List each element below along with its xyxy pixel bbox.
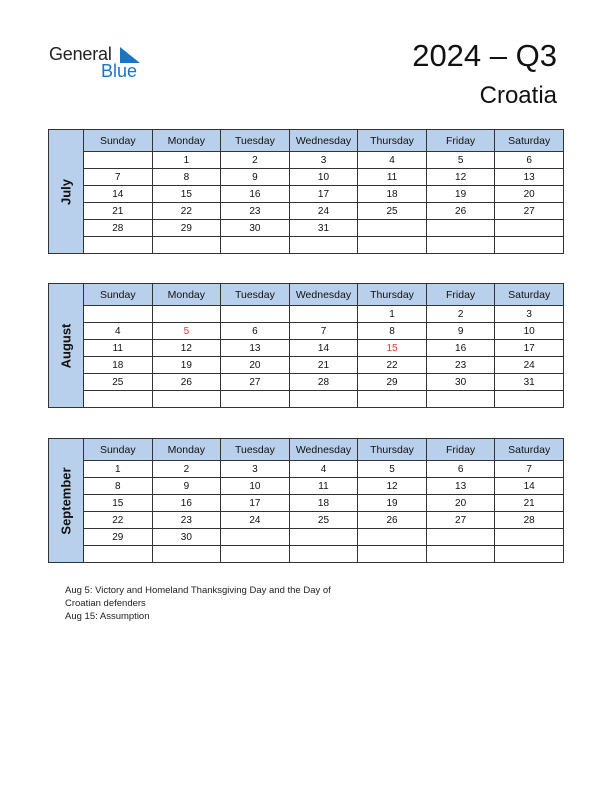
day-cell: 24 [221, 512, 290, 529]
day-cell: 26 [426, 203, 495, 220]
day-cell: 19 [152, 357, 221, 374]
day-cell: 3 [221, 461, 290, 478]
day-cell [495, 220, 564, 237]
day-cell: 25 [358, 203, 427, 220]
holiday-note: Aug 15: Assumption [65, 611, 150, 622]
day-cell: 9 [221, 169, 290, 186]
day-cell: 28 [84, 220, 153, 237]
day-cell: 12 [152, 340, 221, 357]
month-table [48, 283, 564, 408]
month-table [48, 438, 564, 563]
week-row [49, 512, 564, 529]
day-cell [84, 391, 153, 408]
weekday-header: Wednesday [289, 439, 358, 461]
weekday-header: Thursday [358, 284, 427, 306]
weekday-header-row [49, 130, 564, 152]
day-cell [358, 546, 427, 563]
day-cell [152, 237, 221, 254]
day-cell [495, 529, 564, 546]
weekday-header-row [49, 439, 564, 461]
month-table [48, 129, 564, 254]
day-cell: 7 [84, 169, 153, 186]
day-cell: 28 [495, 512, 564, 529]
day-cell: 8 [358, 323, 427, 340]
day-cell: 8 [84, 478, 153, 495]
day-cell [289, 391, 358, 408]
day-cell: 18 [358, 186, 427, 203]
day-cell [84, 237, 153, 254]
day-cell: 25 [84, 374, 153, 391]
weekday-header-row [49, 284, 564, 306]
day-cell: 13 [495, 169, 564, 186]
weekday-header: Wednesday [289, 130, 358, 152]
day-cell [495, 391, 564, 408]
weekday-header: Thursday [358, 130, 427, 152]
day-cell: 23 [152, 512, 221, 529]
weekday-header: Friday [426, 130, 495, 152]
day-cell [152, 306, 221, 323]
day-cell: 23 [426, 357, 495, 374]
day-cell: 30 [426, 374, 495, 391]
day-cell: 7 [495, 461, 564, 478]
month-name: August [58, 323, 74, 368]
weekday-header: Friday [426, 439, 495, 461]
week-row [49, 546, 564, 563]
weekday-header: Saturday [495, 130, 564, 152]
day-cell: 4 [84, 323, 153, 340]
day-cell: 2 [221, 152, 290, 169]
day-cell [152, 546, 221, 563]
day-cell: 22 [358, 357, 427, 374]
holiday-notes [65, 584, 365, 623]
day-cell: 14 [289, 340, 358, 357]
week-row [49, 323, 564, 340]
day-cell: 30 [221, 220, 290, 237]
day-cell [289, 529, 358, 546]
day-cell: 31 [289, 220, 358, 237]
day-cell: 4 [289, 461, 358, 478]
logo [49, 44, 149, 84]
day-cell [358, 220, 427, 237]
logo-general-text: General [49, 44, 112, 64]
day-cell: 4 [358, 152, 427, 169]
day-cell: 15 [84, 495, 153, 512]
day-cell [84, 152, 153, 169]
day-cell: 3 [289, 152, 358, 169]
day-cell: 19 [426, 186, 495, 203]
day-cell [289, 306, 358, 323]
day-cell [426, 220, 495, 237]
day-cell [84, 306, 153, 323]
day-cell [358, 237, 427, 254]
day-cell: 11 [358, 169, 427, 186]
day-cell [152, 391, 221, 408]
day-cell [358, 391, 427, 408]
weekday-header: Wednesday [289, 284, 358, 306]
week-row [49, 357, 564, 374]
day-cell: 16 [152, 495, 221, 512]
day-cell: 18 [289, 495, 358, 512]
week-row [49, 391, 564, 408]
day-cell: 1 [84, 461, 153, 478]
day-cell: 3 [495, 306, 564, 323]
day-cell: 9 [152, 478, 221, 495]
month-label-cell [49, 130, 84, 254]
day-cell: 15 [152, 186, 221, 203]
month-calendar-august [48, 283, 564, 408]
week-row [49, 374, 564, 391]
day-cell: 2 [152, 461, 221, 478]
day-cell [289, 546, 358, 563]
day-cell [221, 529, 290, 546]
month-calendar-september [48, 438, 564, 563]
holiday-note: Aug 5: Victory and Homeland Thanksgiving Day and the Day of Croatian defenders [65, 585, 331, 609]
day-cell: 29 [84, 529, 153, 546]
day-cell: 21 [289, 357, 358, 374]
day-cell: 10 [221, 478, 290, 495]
week-row [49, 461, 564, 478]
day-cell: 6 [221, 323, 290, 340]
day-cell: 12 [358, 478, 427, 495]
day-cell [358, 529, 427, 546]
day-cell: 6 [426, 461, 495, 478]
week-row [49, 186, 564, 203]
day-cell: 22 [152, 203, 221, 220]
day-cell: 30 [152, 529, 221, 546]
day-cell: 1 [152, 152, 221, 169]
day-cell: 14 [495, 478, 564, 495]
weekday-header: Tuesday [221, 284, 290, 306]
day-cell: 8 [152, 169, 221, 186]
day-cell: 2 [426, 306, 495, 323]
day-cell: 18 [84, 357, 153, 374]
day-cell: 13 [426, 478, 495, 495]
day-cell: 11 [289, 478, 358, 495]
day-cell: 31 [495, 374, 564, 391]
day-cell: 27 [221, 374, 290, 391]
week-row [49, 220, 564, 237]
day-cell [221, 391, 290, 408]
day-cell [289, 237, 358, 254]
day-cell: 20 [495, 186, 564, 203]
day-cell: 28 [289, 374, 358, 391]
day-cell [495, 237, 564, 254]
country-name: Croatia [479, 82, 557, 109]
day-cell: 29 [152, 220, 221, 237]
logo-blue-text: Blue [101, 61, 138, 81]
day-cell: 20 [221, 357, 290, 374]
day-cell: 23 [221, 203, 290, 220]
day-cell: 27 [426, 512, 495, 529]
weekday-header: Tuesday [221, 130, 290, 152]
week-row [49, 169, 564, 186]
day-cell: 5 [426, 152, 495, 169]
page-title: 2024 – Q3 [412, 38, 557, 73]
day-cell: 14 [84, 186, 153, 203]
day-cell: 1 [358, 306, 427, 323]
weekday-header: Monday [152, 284, 221, 306]
month-name: September [58, 466, 74, 535]
weekday-header: Monday [152, 439, 221, 461]
day-cell: 16 [426, 340, 495, 357]
weekday-header: Sunday [84, 439, 153, 461]
week-row [49, 478, 564, 495]
day-cell [221, 237, 290, 254]
day-cell [426, 546, 495, 563]
day-cell: 6 [495, 152, 564, 169]
day-cell: 7 [289, 323, 358, 340]
day-cell: 10 [495, 323, 564, 340]
month-name: July [58, 178, 74, 205]
day-cell: 10 [289, 169, 358, 186]
weekday-header: Saturday [495, 284, 564, 306]
day-cell [221, 546, 290, 563]
weekday-header: Friday [426, 284, 495, 306]
day-cell: 9 [426, 323, 495, 340]
day-cell: 22 [84, 512, 153, 529]
day-cell: 15 [358, 340, 427, 357]
day-cell: 26 [152, 374, 221, 391]
week-row [49, 495, 564, 512]
day-cell [426, 529, 495, 546]
weekday-header: Monday [152, 130, 221, 152]
day-cell: 12 [426, 169, 495, 186]
day-cell: 29 [358, 374, 427, 391]
week-row [49, 152, 564, 169]
weekday-header: Sunday [84, 284, 153, 306]
month-label-cell [49, 284, 84, 408]
weekday-header: Saturday [495, 439, 564, 461]
day-cell: 17 [289, 186, 358, 203]
week-row [49, 306, 564, 323]
day-cell [84, 546, 153, 563]
day-cell: 16 [221, 186, 290, 203]
day-cell: 24 [289, 203, 358, 220]
day-cell: 5 [358, 461, 427, 478]
day-cell: 17 [495, 340, 564, 357]
day-cell: 11 [84, 340, 153, 357]
day-cell [221, 306, 290, 323]
weekday-header: Thursday [358, 439, 427, 461]
weekday-header: Sunday [84, 130, 153, 152]
day-cell: 24 [495, 357, 564, 374]
week-row [49, 203, 564, 220]
day-cell: 21 [84, 203, 153, 220]
day-cell: 20 [426, 495, 495, 512]
month-calendar-july [48, 129, 564, 254]
weekday-header: Tuesday [221, 439, 290, 461]
month-label-cell [49, 439, 84, 563]
day-cell: 19 [358, 495, 427, 512]
week-row [49, 340, 564, 357]
day-cell: 25 [289, 512, 358, 529]
day-cell: 5 [152, 323, 221, 340]
day-cell: 27 [495, 203, 564, 220]
day-cell: 21 [495, 495, 564, 512]
week-row [49, 529, 564, 546]
day-cell: 13 [221, 340, 290, 357]
day-cell [426, 237, 495, 254]
day-cell [426, 391, 495, 408]
week-row [49, 237, 564, 254]
day-cell: 26 [358, 512, 427, 529]
day-cell [495, 546, 564, 563]
day-cell: 17 [221, 495, 290, 512]
